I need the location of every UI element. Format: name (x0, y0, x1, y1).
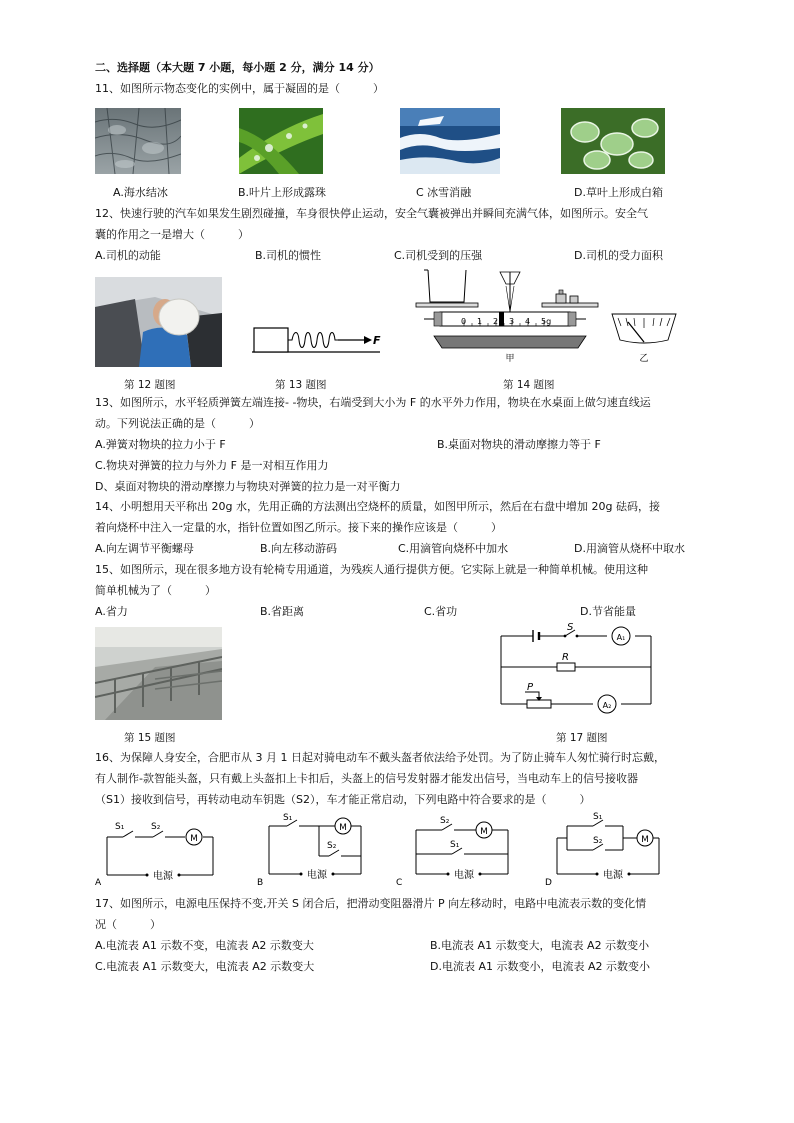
q15-option-c: C.省功 (424, 605, 458, 618)
q14-option-b: B.向左移动游码 (260, 542, 338, 555)
q11-option-d: D.草叶上形成白箱 (574, 186, 663, 199)
fig14-scale-4: 4 (525, 317, 531, 326)
q16-circuit-d (545, 810, 667, 887)
q16-stem-line3: （S1）接收到信号，再转动电动车钥匙（S2），车才能正常启动，下列电路中符合要求的是（ ） (95, 793, 591, 806)
fig12-caption: 第 12 题图 (124, 379, 176, 391)
fig17-ammeter-a2-label: A₂ (602, 701, 612, 710)
circuit-letter-a: A (95, 878, 102, 887)
q17-stem-line1: 17、如图所示，电源电压保持不变,开关 S 闭合后，把滑动变阻器滑片 P 向左移动时，电路中电流表示数的变化情 (95, 897, 647, 910)
fig17-ammeter-a1-label: A₁ (616, 633, 626, 642)
fig13-spring (288, 333, 338, 348)
motor-label: M (190, 834, 198, 844)
motor-label: M (641, 835, 649, 845)
fig14-label-jia: 甲 (505, 354, 515, 364)
fig14-scale-0: 0 (461, 317, 467, 326)
q12-option-d: D.司机的受力面积 (574, 249, 663, 262)
switch-s2-label: S₂ (593, 836, 603, 846)
q13-option-c: C.物块对弹簧的拉力与外力 F 是一对相互作用力 (95, 459, 329, 472)
q17-option-a: A.电流表 A1 示数不变，电流表 A2 示数变大 (95, 939, 314, 952)
circuit-letter-b: B (257, 878, 264, 887)
q16-circuit-c (396, 812, 514, 887)
fig17-resistor-label: R (562, 652, 569, 663)
switch-s1-label: S₁ (450, 840, 460, 850)
fig15-caption: 第 15 题图 (124, 732, 176, 744)
power-source-label: 电源 (454, 870, 474, 881)
fig14-scale-2: 2 (493, 317, 499, 326)
fig14-beaker (428, 270, 466, 302)
q15-option-b: B.省距离 (260, 605, 305, 618)
q11-image-d-frost-on-grass (561, 108, 665, 174)
fig14-scale-5: 5g (541, 317, 552, 326)
q17-option-d: D.电流表 A1 示数变小，电流表 A2 示数变小 (430, 960, 650, 973)
switch-s2-label: S₂ (151, 822, 161, 832)
motor-label: M (339, 823, 347, 833)
fig13-spring-block-diagram (252, 324, 382, 356)
fig17-caption: 第 17 题图 (556, 732, 608, 744)
switch-s2-label: S₂ (440, 816, 450, 826)
fig14-balance-nut (434, 312, 442, 326)
q13-option-a: A.弹簧对物块的拉力小于 F (95, 438, 226, 451)
q12-stem-line2: 囊的作用之一是增大（ ） (95, 228, 249, 241)
fig14-weight (556, 294, 566, 303)
fig17-circuit-diagram (495, 622, 660, 718)
q11-image-c-melting-snow (400, 108, 500, 174)
q12-stem-line1: 12、快速行驶的汽车如果发生剧烈碰撞，车身很快停止运动，安全气囊被弹出并瞬间充满气体，如图所示。安全气 (95, 207, 648, 220)
power-source-label: 电源 (153, 871, 173, 882)
switch-s1-label: S₁ (283, 813, 293, 823)
fig14-rider (499, 312, 504, 326)
power-source-label: 电源 (307, 870, 327, 881)
section-header: 二、选择题（本大题 7 小题，每小题 2 分，满分 14 分） (95, 61, 380, 74)
fig14-label-yi: 乙 (639, 354, 649, 364)
fig13-block (254, 328, 288, 352)
q16-circuit-a (95, 817, 220, 887)
circuit-letter-d: D (545, 878, 552, 887)
fig14-balance-nut (568, 312, 576, 326)
fig14-base (434, 336, 586, 348)
fig17-slider-label: P (527, 682, 534, 693)
q13-option-d: D、桌面对物块的滑动摩擦力与物块对弹簧的拉力是一对平衡力 (95, 480, 401, 493)
q15-stem-line1: 15、如图所示，现在很多地方设有轮椅专用通道，为残疾人通行提供方便。它实际上就是一种简单机械。使用这种 (95, 563, 648, 576)
q11-option-c: C 冰雪消融 (416, 186, 472, 199)
fig14-scale-3: 3 (509, 317, 515, 326)
fig14-pointer-dial-yi (608, 306, 680, 366)
q16-circuit-b (257, 812, 367, 887)
fig14-balance-diagram (410, 268, 600, 366)
q15-option-a: A.省力 (95, 605, 128, 618)
q13-stem-line2: 动。下列说法正确的是（ ） (95, 417, 260, 430)
q11-image-b-dew-on-leaf (239, 108, 323, 174)
q11-option-b: B.叶片上形成露珠 (238, 186, 327, 199)
q17-stem-line2: 况（ ） (95, 918, 161, 931)
switch-s2-label: S₂ (327, 841, 337, 851)
q15-option-d: D.节省能量 (580, 605, 636, 618)
fig14-weight (570, 296, 578, 303)
circuit-letter-c: C (396, 878, 403, 887)
q11-image-a-sea-ice (95, 108, 181, 174)
q15-stem-line2: 简单机械为了（ ） (95, 584, 216, 597)
q17-option-b: B.电流表 A1 示数变大，电流表 A2 示数变小 (430, 939, 650, 952)
fig17-resistor (557, 663, 575, 671)
fig12-airbag-photo (95, 277, 222, 367)
fig14-caption: 第 14 题图 (503, 379, 555, 391)
fig17-rheostat (527, 700, 551, 708)
motor-label: M (480, 827, 488, 837)
fig13-force-arrow (364, 336, 372, 344)
q11-stem: 11、如图所示物态变化的实例中，属于凝固的是（ ） (95, 82, 384, 95)
q17-option-c: C.电流表 A1 示数变大，电流表 A2 示数变大 (95, 960, 315, 973)
q11-option-a: A.海水结冰 (113, 186, 168, 199)
switch-s1-label: S₁ (115, 822, 125, 832)
fig13-caption: 第 13 题图 (275, 379, 327, 391)
switch-s1-label: S₁ (593, 812, 603, 822)
power-source-label: 电源 (603, 870, 623, 881)
q14-stem-line1: 14、小明想用天平称出 20g 水，先用正确的方法测出空烧杯的质量，如图甲所示，然后在右盘中增加 20g 砝码，接 (95, 500, 660, 513)
fig15-ramp-photo (95, 627, 222, 720)
q12-option-a: A.司机的动能 (95, 249, 161, 262)
fig13-force-label: F (373, 334, 381, 347)
fig17-switch-label: S (567, 622, 574, 633)
q14-option-a: A.向左调节平衡螺母 (95, 542, 194, 555)
q13-stem-line1: 13、如图所示，水平轻质弹簧左端连接- -物块，右端受到大小为 F 的水平外力作用，物块在水桌面上做匀速直线运 (95, 396, 651, 409)
q12-option-c: C.司机受到的压强 (394, 249, 483, 262)
q13-option-b: B.桌面对物块的滑动摩擦力等于 F (437, 438, 601, 451)
q12-option-b: B.司机的惯性 (255, 249, 322, 262)
q14-option-d: D.用滴管从烧杯中取水 (574, 542, 685, 555)
q16-stem-line2: 有人制作-款智能头盔，只有戴上头盔扣上卡扣后，头盔上的信号发射器才能发出信号，当电动车上的信号接收器 (95, 772, 638, 785)
q14-option-c: C.用滴管向烧杯中加水 (398, 542, 509, 555)
q14-stem-line2: 着向烧杯中注入一定量的水，指针位置如图乙所示。接下来的操作应该是（ ） (95, 521, 502, 534)
q16-stem-line1: 16、为保障人身安全，合肥市从 3 月 1 日起对骑电动车不戴头盔者依法给予处罚。为了防止骑车人匆忙骑行时忘戴， (95, 751, 665, 764)
fig14-scale-1: 1 (477, 317, 483, 326)
